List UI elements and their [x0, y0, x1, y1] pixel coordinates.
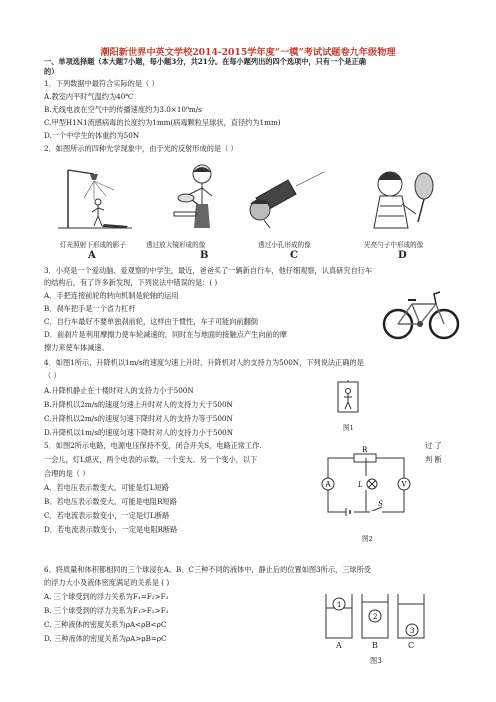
q3-option-b: B．刹车把手是一个省力杠杆	[44, 304, 136, 313]
q4-option-d: D.升降机以1m/s的速度匀速下降时对人的支持力小于500N	[44, 428, 234, 437]
figure-beakers	[322, 590, 434, 646]
figure-circuit	[316, 446, 420, 526]
q3-option-a: A．手把连接前轮的转向机制是轮轴的运用	[44, 291, 179, 300]
q2-caption-a: 灯光照射下形成的影子	[60, 241, 126, 249]
q5-stem: 5．如图2所示电路，电源电压保持不变，闭合开关S，电路正常工作.	[44, 441, 262, 450]
figure-bicycle	[382, 286, 462, 342]
q5-figure-caption: 图2	[362, 535, 373, 543]
q2-caption-b: 透过放大镜形成的像	[146, 241, 206, 249]
ball-1-label: 1	[337, 601, 342, 609]
label-a: A	[325, 480, 331, 489]
q4-option-c: C.升降机以2m/s的速度匀速下降时对人的支持力等于500N	[44, 414, 233, 423]
exam-title: 潮阳新世界中英文学校2014-2015学年度“一模”考试试题卷九年级物理	[100, 47, 396, 58]
q2-caption-c: 透过小孔形成的像	[258, 241, 311, 249]
figure-lamp-shadow	[54, 160, 134, 232]
figure-spoon	[368, 160, 444, 232]
q6-figure-caption: 图3	[370, 656, 382, 665]
q6-option-a: A. 三个球受到的浮力关系为F₁=F₂>F₃	[44, 592, 169, 601]
label-l: L	[358, 481, 363, 489]
q6-stem: 6．将质量和体积都相同的三个球浸在A、B、C三种不同的液体中，静止后的位置如图3所示，三球所受	[44, 565, 371, 574]
q1-option-c: C.甲型H1N1流感病毒的长度约为1mm(病毒颗粒呈球状，直径约为1mm)	[44, 118, 281, 127]
beaker-label-b: B	[372, 641, 378, 650]
figure-elevator	[334, 380, 364, 416]
q3-option-d: D．前刹片是利用摩擦力使车轮减速的，同时在与地面的接触点产生向前的摩	[44, 330, 287, 339]
q3-option-d-cont: 擦力来使车体减速。	[44, 343, 109, 352]
q1-option-d: D.一个中学生的体重约为50N	[44, 131, 140, 140]
q2-letter-d: D	[398, 250, 407, 261]
q5-stem-cont: 一会儿，灯L熄灭，两个电表的示数，一个变大、另一个变小，以下	[44, 455, 258, 464]
figure-pinhole	[244, 164, 326, 230]
ball-3-label: 3	[410, 627, 415, 635]
q6-stem-cont: 的浮力大小及液体密度满足的关系是 ( )	[44, 578, 170, 587]
section-heading-cont: 的）	[44, 67, 59, 76]
q4-option-a: A.升降机静止在十楼时对人的支持力小于500N	[44, 386, 194, 395]
q6-option-b: B. 三个球受到的浮力关系为F₁>F₂>F₃	[44, 606, 169, 615]
q5-option-a: A．若电压表示数变大，可能是灯L短路	[44, 483, 169, 492]
q2-caption-d: 光亮勺子中形成的像	[364, 241, 424, 249]
q4-option-b: B.升降机以2m/s的速度匀速上升时对人的支持力大于500N	[44, 400, 233, 409]
q6-option-d: D. 三种液体的密度关系为ρA>ρB=ρC	[44, 634, 167, 643]
label-s: S	[378, 500, 383, 508]
q5-stem-cont-tail: 判 断	[425, 455, 442, 464]
q3-stem-cont: 的结构后，有了许多新发现，下列说法中错误的是：( )	[44, 278, 218, 287]
q3-option-c: C．自行车最好不要单独刹前轮，这样由于惯性，车子可能向前翻倒	[44, 317, 258, 326]
beaker-label-c: C	[408, 641, 415, 650]
q2-stem: 2．如图所示的四种光学现象中，由于光的反射形成的是（ ）	[44, 144, 238, 153]
q1-option-a: A.教室内平时气温约为40℃	[44, 92, 134, 101]
resistor-r	[354, 454, 376, 462]
ball-2-label: 2	[373, 613, 378, 621]
label-r: R	[362, 446, 368, 454]
q4-stem-cont: （ ）	[44, 371, 61, 380]
q5-option-d: D．若电流表示数变小，一定是电阻R断路	[44, 525, 178, 534]
q1-stem: 1．下列数据中最符合实际的是（ ）	[44, 79, 159, 88]
q4-stem: 4．如图1所示，升降机以1m/s的速度匀速上升时，升降机对人的支持力为500N，下列说法正确的是	[44, 358, 364, 367]
q4-figure-caption: 图1	[343, 424, 354, 432]
q5-option-b: B．若电压表示数变大，可能是电阻R短路	[44, 497, 177, 506]
q3-stem: 3．小亮是一个爱动脑、爱观察的中学生，最近，爸爸买了一辆新自行车，他仔细观察，认真研究自行车	[44, 266, 373, 275]
q2-letter-a: A	[88, 250, 96, 261]
figure-magnifier	[160, 160, 230, 232]
q2-letter-b: B	[200, 250, 209, 261]
q6-option-c: C. 三种液体的密度关系为ρA<ρB<ρC	[44, 620, 167, 629]
q5-option-c: C．若电流表示数变小，一定是灯L断路	[44, 511, 170, 520]
q5-stem-tail: 过 了	[425, 441, 442, 450]
label-v: V	[401, 480, 407, 489]
q2-letter-c: C	[290, 250, 298, 261]
section-heading: 一、单项选择题（本大题7小题，每小题3分，共21分。在每小题列出的四个选项中，只有一个是正确	[44, 57, 366, 66]
q5-stem-end: 合理的是（ ）	[44, 469, 90, 478]
beaker-label-a: A	[336, 641, 342, 650]
q1-option-b: B.无线电波在空气中的传播速度约为3.0×10⁸m/s	[44, 105, 202, 114]
